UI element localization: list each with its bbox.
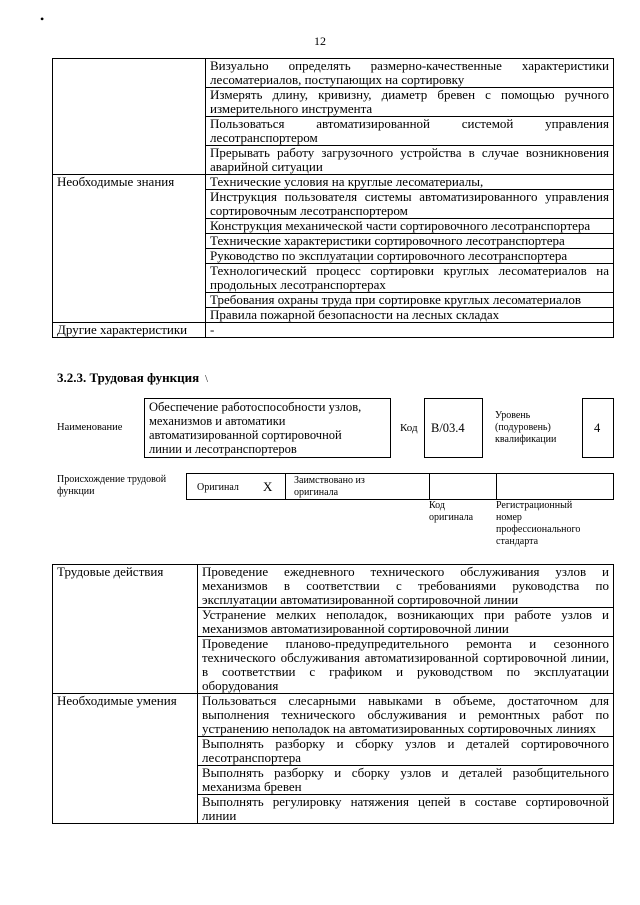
text-line: Пользоваться слесарными навыками в объеме, достаточном для: [202, 693, 609, 708]
text-line: в соответствии с графиком и руководством по эксплуатации: [202, 664, 609, 679]
text-line: Проведение планово-предупредительного ремонта и сезонного: [202, 636, 609, 651]
text-line: Инструкция пользователя системы автоматизированного управления: [210, 189, 609, 204]
text-line: Прерывать работу загрузочного устройства в случае возникновения: [210, 145, 609, 160]
level-box: [582, 398, 614, 458]
skills-label-cell: [53, 59, 206, 175]
knowledge-row-text: [206, 293, 614, 308]
function-name: [149, 400, 386, 456]
function-name-line: механизмов и автоматики: [149, 414, 286, 428]
other-row: [53, 323, 614, 338]
text-line: устранению неполадок на автоматизированных сортировочных линиях: [202, 721, 596, 736]
text-line: Пользоваться автоматизированной системой управления: [210, 116, 609, 131]
text-line: аварийной ситуации: [210, 159, 323, 174]
other-value: -: [206, 323, 614, 338]
level-label: [495, 410, 556, 446]
code-original-label: [429, 500, 497, 524]
name-label: Наименование: [57, 422, 123, 433]
text-line: сортировочным лесотранспортером: [210, 203, 408, 218]
skill-row: [53, 59, 614, 88]
borrowed-label: [294, 475, 365, 499]
text-line: Визуально определять размерно-качественные характеристики: [210, 58, 609, 73]
level-label-line: квалификации: [495, 434, 557, 445]
reg-number-line: номер: [496, 512, 522, 523]
text-line: Конструкция механической части сортировочного лесотранспортера: [210, 218, 591, 233]
borrowed-box: [285, 473, 430, 500]
text-line: технического обслуживания автоматизированной сортировочной линии,: [202, 650, 609, 665]
reg-number-label: [496, 500, 614, 548]
text-line: лесотранспортером: [210, 130, 318, 145]
heading-mark: \: [205, 374, 208, 385]
text-line: Технологический процесс сортировки круглых лесоматериалов на: [210, 263, 609, 278]
origin-label: [57, 474, 166, 498]
original-label: Оригинал: [197, 482, 239, 493]
function-name-line: линии и лесотранспортеров: [149, 442, 297, 456]
reg-number-line: профессионального: [496, 524, 581, 535]
origin-label-line: функции: [57, 486, 95, 497]
code-original-line: оригинала: [429, 512, 474, 523]
previous-function-table: [52, 58, 614, 338]
action-row: [53, 565, 614, 608]
knowledge-row-text: [206, 219, 614, 234]
text-line: Технические условия на круглые лесоматериалы,: [210, 174, 484, 189]
text-line: выполнения технического обслуживания и ремонтных работ по: [202, 707, 609, 722]
section-heading: [57, 370, 208, 386]
text-line: лесоматериалов, поступающих на сортировку: [210, 72, 465, 87]
knowledge-row-text: [206, 249, 614, 264]
function-name-line: Обеспечение работоспособности узлов,: [149, 400, 362, 414]
origin-label-line: Происхождение трудовой: [57, 474, 167, 485]
skill-row-text: [206, 117, 614, 146]
function-name-line: автоматизированной сортировочной: [149, 428, 342, 442]
skill-row-text: [206, 146, 614, 175]
original-box: [186, 473, 286, 500]
text-line: Правила пожарной безопасности на лесных складах: [210, 307, 500, 322]
text-line: измерительного инструмента: [210, 101, 373, 116]
text-line: Технические характеристики сортировочного лесотранспортера: [210, 233, 565, 248]
skill-row-text: [206, 88, 614, 117]
page-number: 12: [314, 34, 326, 48]
text-line: Измерять длину, кривизну, диаметр бревен с помощью ручного: [210, 87, 609, 102]
actions-label: Трудовые действия: [53, 565, 198, 694]
code-label: Код: [400, 422, 418, 434]
code-box: [424, 398, 483, 458]
knowledge-label: Необходимые знания: [53, 175, 206, 323]
code-original-line: Код: [429, 500, 445, 511]
code-original-box: [429, 473, 497, 500]
reg-number-line: стандарта: [496, 536, 539, 547]
knowledge-row-text: [206, 234, 614, 249]
text-line: механизма бревен: [202, 779, 302, 794]
skill-row-text: [198, 795, 614, 824]
text-line: Требования охраны труда при сортировке круглых лесоматериалов: [210, 292, 582, 307]
text-line: Выполнять разборку и сборку узлов и деталей сортировочного: [202, 736, 609, 751]
text-line: Выполнять разборку и сборку узлов и деталей разобщительного: [202, 765, 609, 780]
level-label-line: Уровень: [495, 410, 531, 421]
skill-row-text: [206, 59, 614, 88]
action-row-text: [198, 637, 614, 694]
section-heading-text: 3.2.3. Трудовая функция: [57, 370, 200, 385]
borrowed-label-line: оригинала: [294, 487, 339, 498]
text-line: эксплуатации автоматизированной сортировочной линии: [202, 592, 519, 607]
reg-number-line: Регистрационный: [496, 500, 573, 511]
knowledge-row-text: [206, 190, 614, 219]
action-row-text: [198, 565, 614, 608]
text-line: механизмов автоматизированной сортировочной линии: [202, 621, 509, 636]
knowledge-row-text: [206, 175, 614, 190]
function-name-box: [144, 398, 391, 458]
knowledge-row-text: [206, 264, 614, 293]
page-mark: •: [40, 12, 45, 26]
reg-number-box: [496, 473, 614, 500]
text-line: оборудования: [202, 678, 279, 693]
skill-row-text: [198, 694, 614, 737]
skill-row: [53, 694, 614, 737]
skills-label: Необходимые умения: [53, 694, 198, 824]
knowledge-row-text: [206, 308, 614, 323]
text-line: линии: [202, 808, 237, 823]
original-mark: X: [263, 479, 273, 494]
text-line: Руководство по эксплуатации сортировочного лесотранспортера: [210, 248, 568, 263]
knowledge-row: [53, 175, 614, 190]
text-line: Устранение мелких неполадок, возникающих при работе узлов и: [202, 607, 609, 622]
text-line: механизмов в соответствии с требованиями руководства по: [202, 578, 609, 593]
skill-row-text: [198, 737, 614, 766]
text-line: продольных лесотранспортерах: [210, 277, 386, 292]
text-line: лесотранспортера: [202, 750, 302, 765]
borrowed-label-line: Заимствовано из: [294, 475, 365, 486]
code-value: B/03.4: [431, 421, 465, 435]
current-function-table: [52, 564, 614, 824]
level-label-line: (подуровень): [495, 422, 551, 433]
skill-row-text: [198, 766, 614, 795]
text-line: Выполнять регулировку натяжения цепей в составе сортировочной: [202, 794, 609, 809]
action-row-text: [198, 608, 614, 637]
other-label: Другие характеристики: [53, 323, 206, 338]
text-line: Проведение ежедневного технического обслуживания узлов и: [202, 564, 609, 579]
level-value: 4: [594, 421, 601, 435]
